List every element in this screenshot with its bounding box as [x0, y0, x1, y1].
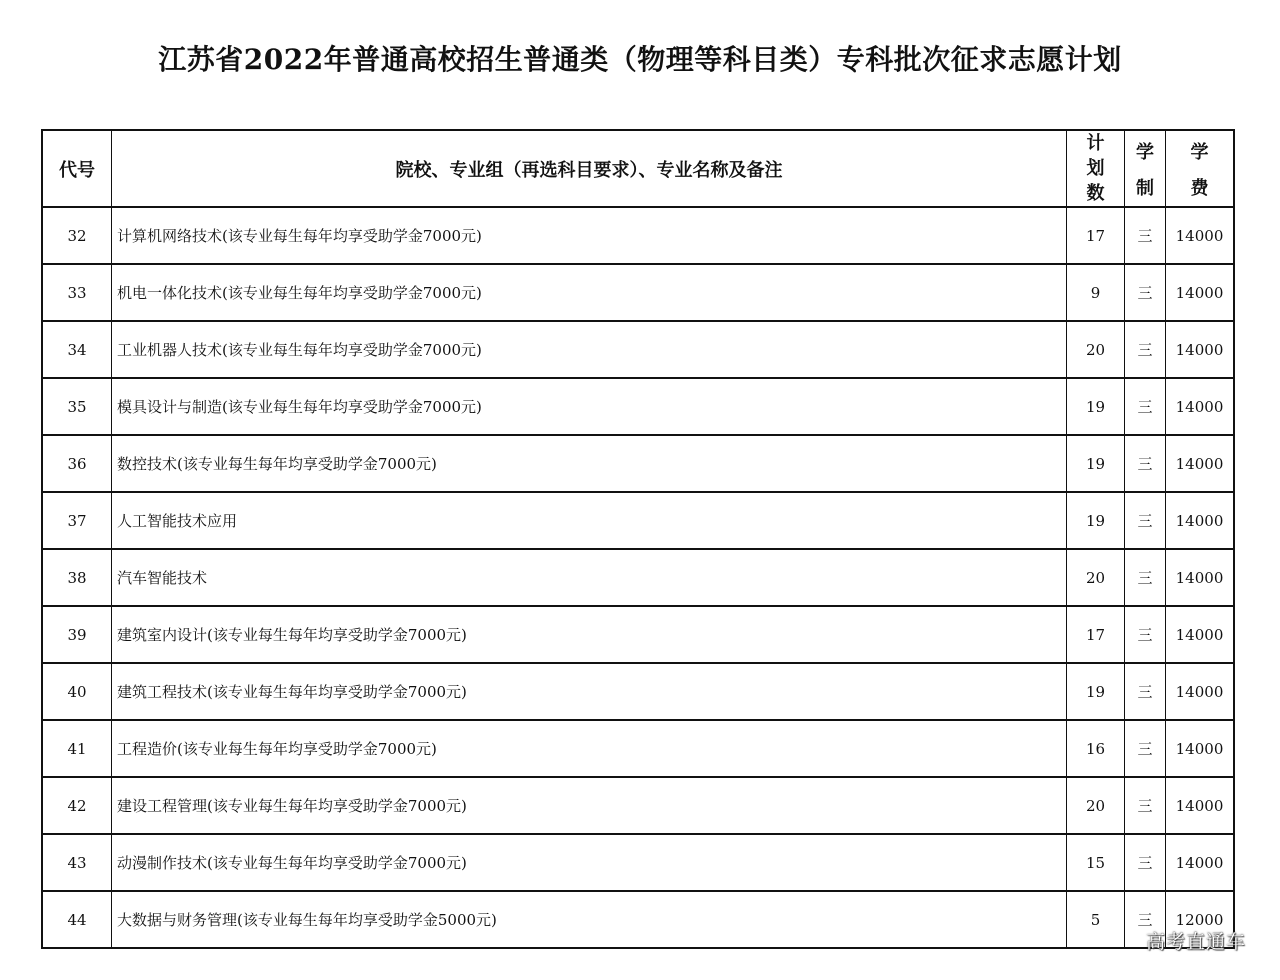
table-row: [42, 891, 1234, 948]
row-fee: 14000: [1166, 378, 1235, 435]
row-code: 38: [42, 549, 112, 606]
header-years-char-1: 学: [1136, 141, 1154, 163]
table-row: [42, 492, 1234, 549]
row-code: 32: [42, 207, 112, 264]
row-plan: 20: [1067, 321, 1125, 378]
row-code: 34: [42, 321, 112, 378]
row-name: 数控技术(该专业每生每年均享受助学金7000元): [112, 435, 1067, 492]
table-row: [42, 777, 1234, 834]
row-code: 39: [42, 606, 112, 663]
row-fee: 14000: [1166, 321, 1235, 378]
row-name: 模具设计与制造(该专业每生每年均享受助学金7000元): [112, 378, 1067, 435]
row-plan: 20: [1067, 549, 1125, 606]
header-plan-char-2: 划: [1086, 158, 1105, 179]
header-fee-char-1: 学: [1190, 141, 1209, 163]
header-fee: [1166, 130, 1235, 207]
row-name: 机电一体化技术(该专业每生每年均享受助学金7000元): [112, 264, 1067, 321]
row-name: 动漫制作技术(该专业每生每年均享受助学金7000元): [112, 834, 1067, 891]
header-years-char-2: 制: [1136, 177, 1154, 199]
row-code: 35: [42, 378, 112, 435]
row-fee: 14000: [1166, 834, 1235, 891]
row-code: 43: [42, 834, 112, 891]
row-years: 三: [1125, 663, 1166, 720]
row-name: 汽车智能技术: [112, 549, 1067, 606]
row-name: 计算机网络技术(该专业每生每年均享受助学金7000元): [112, 207, 1067, 264]
row-plan: 19: [1067, 378, 1125, 435]
row-plan: 17: [1067, 207, 1125, 264]
header-fee-char-2: 费: [1190, 177, 1209, 199]
row-code: 40: [42, 663, 112, 720]
row-code: 33: [42, 264, 112, 321]
row-name: 人工智能技术应用: [112, 492, 1067, 549]
table-row: [42, 663, 1234, 720]
enrollment-plan-table: [41, 129, 1235, 949]
row-fee: 14000: [1166, 492, 1235, 549]
row-years: 三: [1125, 606, 1166, 663]
row-years: 三: [1125, 321, 1166, 378]
row-plan: 20: [1067, 777, 1125, 834]
row-fee: 14000: [1166, 207, 1235, 264]
row-plan: 16: [1067, 720, 1125, 777]
row-plan: 19: [1067, 663, 1125, 720]
table-row: [42, 435, 1234, 492]
row-name: 工业机器人技术(该专业每生每年均享受助学金7000元): [112, 321, 1067, 378]
row-fee: 14000: [1166, 777, 1235, 834]
row-years: 三: [1125, 207, 1166, 264]
row-years: 三: [1125, 549, 1166, 606]
watermark: 高考直通车: [1145, 931, 1246, 953]
page-title: 江苏省2022年普通高校招生普通类（物理等科目类）专科批次征求志愿计划: [158, 43, 1122, 76]
row-years: 三: [1125, 378, 1166, 435]
row-code: 41: [42, 720, 112, 777]
row-years: 三: [1125, 834, 1166, 891]
table-row: [42, 264, 1234, 321]
row-fee: 12000: [1166, 891, 1235, 948]
row-name: 建筑工程技术(该专业每生每年均享受助学金7000元): [112, 663, 1067, 720]
header-code: 代号: [42, 130, 112, 207]
table-row: [42, 207, 1234, 264]
table-row: [42, 606, 1234, 663]
row-plan: 5: [1067, 891, 1125, 948]
row-name: 建筑室内设计(该专业每生每年均享受助学金7000元): [112, 606, 1067, 663]
row-plan: 19: [1067, 492, 1125, 549]
row-code: 37: [42, 492, 112, 549]
row-code: 36: [42, 435, 112, 492]
row-fee: 14000: [1166, 435, 1235, 492]
row-fee: 14000: [1166, 720, 1235, 777]
row-name: 大数据与财务管理(该专业每生每年均享受助学金5000元): [112, 891, 1067, 948]
row-years: 三: [1125, 492, 1166, 549]
header-plan: [1067, 130, 1125, 207]
table-row: [42, 834, 1234, 891]
row-years: 三: [1125, 891, 1166, 948]
row-plan: 15: [1067, 834, 1125, 891]
row-years: 三: [1125, 264, 1166, 321]
row-plan: 19: [1067, 435, 1125, 492]
row-years: 三: [1125, 777, 1166, 834]
row-fee: 14000: [1166, 264, 1235, 321]
table-row: [42, 321, 1234, 378]
table-row: [42, 378, 1234, 435]
row-fee: 14000: [1166, 549, 1235, 606]
header-plan-char-1: 计: [1086, 133, 1105, 154]
row-code: 42: [42, 777, 112, 834]
row-fee: 14000: [1166, 663, 1235, 720]
table-row: [42, 549, 1234, 606]
row-code: 44: [42, 891, 112, 948]
row-name: 建设工程管理(该专业每生每年均享受助学金7000元): [112, 777, 1067, 834]
row-fee: 14000: [1166, 606, 1235, 663]
header-years: [1125, 130, 1166, 207]
table-row: [42, 720, 1234, 777]
table-header-row: [42, 130, 1234, 207]
header-plan-char-3: 数: [1086, 183, 1105, 204]
row-plan: 17: [1067, 606, 1125, 663]
row-years: 三: [1125, 435, 1166, 492]
header-name: 院校、专业组（再选科目要求）、专业名称及备注: [112, 130, 1067, 207]
row-name: 工程造价(该专业每生每年均享受助学金7000元): [112, 720, 1067, 777]
row-years: 三: [1125, 720, 1166, 777]
row-plan: 9: [1067, 264, 1125, 321]
